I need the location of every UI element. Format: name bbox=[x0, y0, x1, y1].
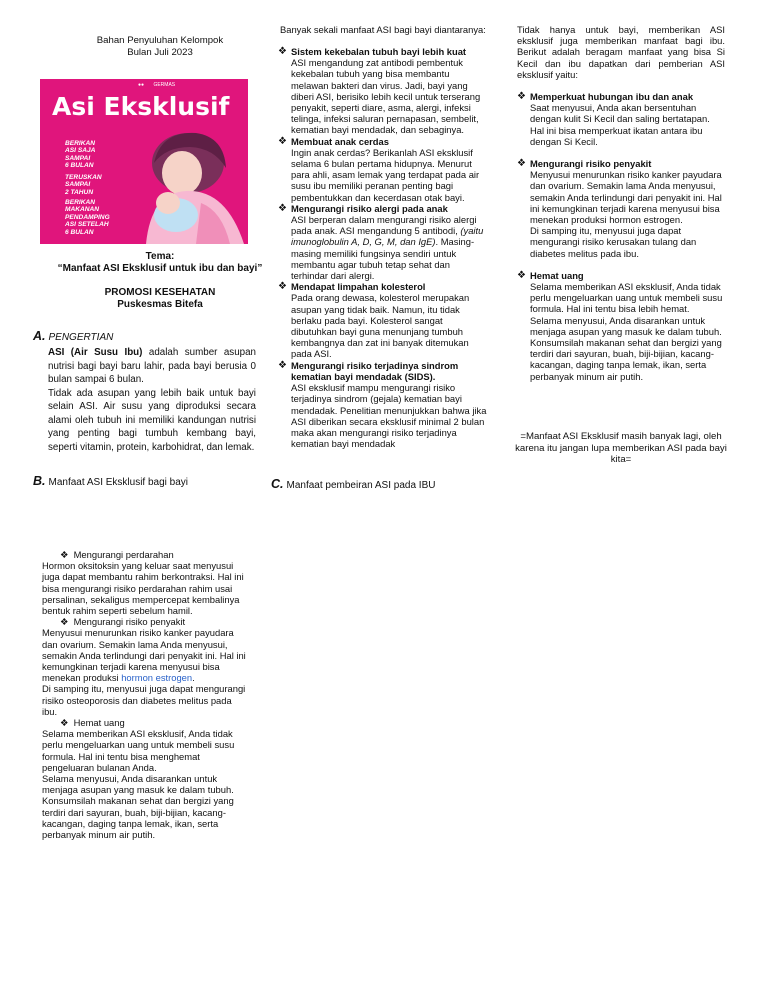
poster-text-1: BERIKAN ASI SAJA SAMPAI 6 BULAN bbox=[65, 140, 96, 170]
benefit-title: ❖ Hemat uang bbox=[60, 717, 125, 729]
section-letter-c: C. bbox=[271, 477, 284, 491]
section-a-body bbox=[48, 346, 256, 454]
col1-benefit-list bbox=[42, 549, 247, 840]
benefit-title: Memperkuat hubungan ibu dan anak bbox=[530, 91, 694, 102]
benefit-body: Pada orang dewasa, kolesterol merupakan asupan yang tidak baik. Namun, itu tidak berlaku pada bayi. Kolesterol sangat dibutuhkan bayi guna menunjang tumbuh kembangnya dan zat ini banyak ditemukan pada ASI. bbox=[291, 292, 470, 360]
list-item bbox=[278, 135, 488, 203]
list-item bbox=[42, 549, 247, 616]
diamond-bullet-icon: ❖ bbox=[278, 359, 287, 371]
benefit-body: Menyusui menurunkan risiko kanker payudara dan ovarium. Semakin lama Anda menyusui, semakin Anda terlindungi dari penyakit ini. Hal ini kemungkinan terjadi karena menyusui bisa menekan produksi hormon estrogen. bbox=[530, 169, 722, 226]
benefit-body: ASI mengandung zat antibodi pembentuk kekebalan tubuh yang bisa membantu melawan bakteri dan virus. Jadi, bayi yang diberi ASI, berisiko lebih kecil untuk terserang penyakit, seperti diare, asma, alergi, infeksi telinga, infeksi saluran pernapasan, sembelit, kematian bayi mendadak, dan sebaginya. bbox=[291, 57, 481, 136]
promosi-line-2: Puskesmas Bitefa bbox=[117, 298, 203, 310]
diamond-bullet-icon: ❖ bbox=[517, 91, 526, 102]
diamond-bullet-icon: ❖ bbox=[60, 717, 69, 729]
tema-block bbox=[40, 251, 280, 274]
poster-text-2: TERUSKAN SAMPAI 2 TAHUN bbox=[65, 174, 102, 196]
benefit-body: Menyusui menurunkan risiko kanker payudara dan ovarium. Semakin lama Anda menyusui, semakin Anda terlindungi dari penyakit ini. Hal ini kemungkinan terjadi karena menyusui bisa menekan produksi hormon estrogen. bbox=[42, 627, 246, 684]
benefit-title: Hemat uang bbox=[530, 269, 584, 281]
section-a-heading bbox=[33, 331, 263, 344]
header-line-2: Bulan Juli 2023 bbox=[127, 46, 193, 58]
benefit-title: Mendapat limpahan kolesterol bbox=[291, 281, 426, 293]
asi-eksklusif-poster bbox=[40, 79, 248, 244]
diamond-bullet-icon: ❖ bbox=[60, 549, 69, 560]
benefit-title: Mengurangi risiko terjadinya sindrom kematian bayi mendadak (SIDS). bbox=[291, 359, 459, 382]
benefit-title: Mengurangi risiko alergi pada anak bbox=[291, 202, 448, 214]
list-item bbox=[278, 46, 488, 136]
list-item bbox=[42, 616, 247, 717]
section-letter-a: A. bbox=[33, 329, 46, 343]
benefit-body: Ingin anak cerdas? Berikanlah ASI eksklusif selama 6 bulan pertama hidupnya. Menurut para ahli, asam lemak yang terdapat pada air susu ibu memiliki peranan penting bagi pembentukkan dan kecerdasan otak bayi. bbox=[291, 146, 480, 203]
benefit-title: ❖ Mengurangi risiko penyakit bbox=[60, 616, 186, 628]
tema-value: “Manfaat ASI Eksklusif untuk ibu dan bayi” bbox=[57, 262, 263, 274]
section-c-title: Manfaat pembeiran ASI pada IBU bbox=[286, 480, 436, 491]
diamond-bullet-icon: ❖ bbox=[278, 281, 287, 293]
brochure-header bbox=[40, 35, 280, 58]
benefit-body: Selama memberikan ASI eksklusif, Anda tidak perlu mengeluarkan uang untuk membeli susu formula. Hal ini tentu bisa lebih hemat. bbox=[530, 281, 723, 315]
list-item bbox=[278, 281, 488, 360]
section-a-title: PENGERTIAN bbox=[48, 332, 114, 343]
section-letter-b: B. bbox=[33, 474, 46, 488]
benefit-body-2: Selama menyusui, Anda disarankan untuk menjaga asupan yang masuk ke dalam tubuh. Konsumsilah makanan sehat dan bergizi yang terdiri dari sayuran, buah, biji-bijian, kacang-kacangan, daging tanpa lemak, ikan, serta perbanyak minum air putih. bbox=[42, 773, 234, 841]
poster-logos bbox=[138, 82, 175, 88]
col3-benefit-list bbox=[517, 91, 726, 382]
closing-note: =Manfaat ASI Eksklusif masih banyak lagi, oleh karena itu jangan lupa memberikan ASI pada bayi kita= bbox=[515, 431, 727, 466]
benefit-body: Selama memberikan ASI eksklusif, Anda tidak perlu mengeluarkan uang untuk membeli susu formula. Hal ini tentu bisa menghemat pengeluaran bulanan Anda. bbox=[42, 728, 235, 773]
germas-logo: GERMAS bbox=[153, 82, 176, 88]
list-item bbox=[517, 91, 726, 147]
hormon-estrogen-link[interactable]: hormon estrogen bbox=[121, 672, 193, 684]
poster-text-3: BERIKAN MAKANAN PENDAMPING ASI SETELAH 6 BULAN bbox=[65, 199, 110, 236]
pengertian-paragraph-1: ASI (Air Susu Ibu) adalah sumber asupan nutrisi bagi bayi baru lahir, pada bayi berusia 0 bulan sampai 6 bulan. bbox=[48, 347, 256, 385]
promosi-line-1: PROMOSI KESEHATAN bbox=[104, 287, 216, 298]
diamond-bullet-icon: ❖ bbox=[517, 158, 526, 170]
diamond-bullet-icon: ❖ bbox=[278, 46, 287, 57]
poster-title: Asi Eksklusif bbox=[52, 92, 230, 121]
list-item bbox=[517, 269, 726, 382]
section-b-heading bbox=[33, 476, 263, 489]
col2-intro: Banyak sekali manfaat ASI bagi bayi diantaranya: bbox=[280, 24, 486, 35]
benefit-body: Saat menyusui, Anda akan bersentuhan dengan kulit Si Kecil dan saling bertatapan. Hal ini bisa memperkuat ikatan antara ibu dengan Si Kecil. bbox=[530, 102, 710, 147]
section-b-title: Manfaat ASI Eksklusif bagi bayi bbox=[48, 477, 189, 488]
benefit-title: Mengurangi risiko penyakit bbox=[530, 158, 652, 170]
kemenkes-logo-icon: ●● bbox=[138, 82, 145, 88]
diamond-bullet-icon: ❖ bbox=[278, 202, 287, 214]
col2-benefit-list bbox=[278, 46, 488, 450]
pengertian-paragraph-2: Tidak ada asupan yang lebih baik untuk bayi selain ASI. Air susu yang diproduksi secara alami oleh tubuh ini memiliki kandungan nutrisi yang penting bagi tumbuh kembang bayi, seperti vitamin, protein, karbohidrat, dan lemak. bbox=[48, 387, 256, 453]
benefit-body: ASI eksklusif mampu mengurangi risiko terjadinya sindrom (gejala) kematian bayi mendadak. Penelitian menunjukkan bahwa jika ASI diberikan secara eksklusif minimal 2 bulan maka akan mengurangi risiko terjadinya kematian bayi mendadak bbox=[291, 382, 487, 450]
benefit-title: ❖ Mengurangi perdarahan bbox=[60, 549, 174, 560]
benefit-body-2: Di samping itu, menyusui juga dapat mengurangi risiko kerusakan tulang dan diabetes melitus pada ibu. bbox=[530, 225, 697, 259]
promosi-block bbox=[40, 287, 280, 310]
list-item bbox=[517, 158, 726, 259]
list-item bbox=[278, 359, 488, 450]
benefit-title: Membuat anak cerdas bbox=[291, 135, 389, 147]
header-line-1: Bahan Penyuluhan Kelompok bbox=[96, 35, 224, 46]
list-item bbox=[42, 717, 247, 840]
benefit-title: Sistem kekebalan tubuh bayi lebih kuat bbox=[291, 46, 467, 57]
benefit-body-2: Selama menyusui, Anda disarankan untuk menjaga asupan yang masuk ke dalam tubuh. Konsumsilah makanan sehat dan bergizi yang terdiri dari sayuran, buah, biji-bijian, kacang-kacangan, daging tanpa lemak, ikan, serta perbanyak minum air putih. bbox=[530, 314, 722, 382]
benefit-body-2: Di samping itu, menyusui juga dapat mengurangi risiko osteoporosis dan diabetes melitus pada ibu. bbox=[42, 683, 246, 717]
tema-label: Tema: bbox=[145, 251, 175, 262]
list-item bbox=[278, 202, 488, 282]
benefit-body: ASI berperan dalam mengurangi risiko alergi pada anak. ASI mengandung 5 antibodi, (yaitu imunoglobulin A, D, G, M, dan IgE). Masing-masing memiliki fungsinya sendiri untuk membantu agar tubuh tetap sehat dan terhindar dari alergi. bbox=[291, 214, 484, 282]
mother-baby-illustration bbox=[126, 123, 248, 244]
benefit-body: Hormon oksitoksin yang keluar saat menyusui juga dapat membantu rahim berkontraksi. Hal ini bisa mengurangi risiko perdarahan rahim usai persalinan, sekaligus mempercepat kembalinya bentuk rahim seperti sebelum hamil. bbox=[42, 560, 244, 617]
col3-intro: Tidak hanya untuk bayi, memberikan ASI eksklusif juga memberikan manfaat bagi ibu. Berikut adalah beragam manfaat yang bisa Si Kecil dan ibu dapatkan dari pemberian ASI eksklusif yaitu: bbox=[517, 24, 725, 80]
section-c-heading bbox=[271, 479, 501, 492]
diamond-bullet-icon: ❖ bbox=[517, 269, 526, 281]
diamond-bullet-icon: ❖ bbox=[278, 135, 287, 147]
diamond-bullet-icon: ❖ bbox=[60, 616, 69, 628]
